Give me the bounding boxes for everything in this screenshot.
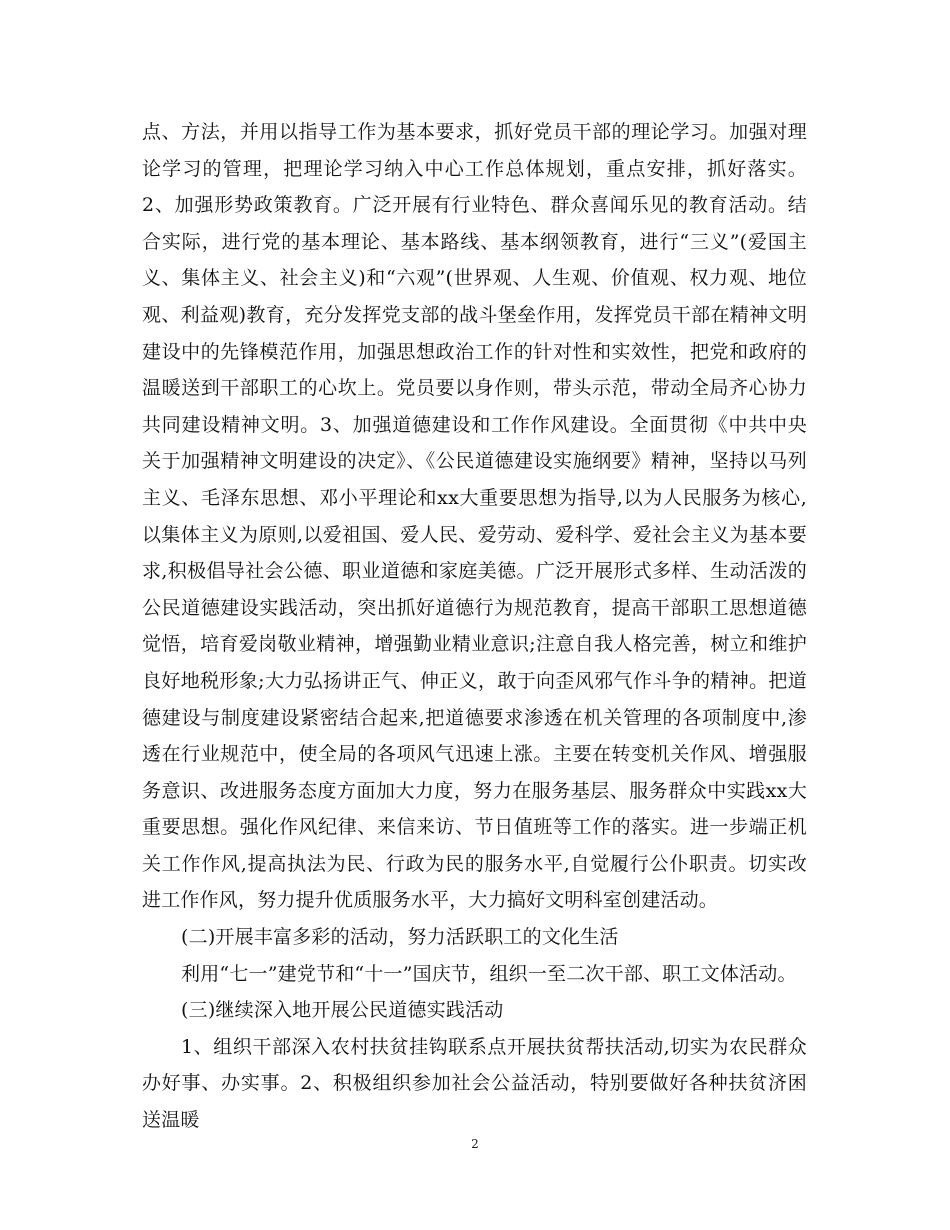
section-heading-moral-practice: (三)继续深入地开展公民道德实践活动: [181, 999, 504, 1022]
body-paragraph-2: 利用“七一”建党节和“十一”国庆节，组织一至二次干部、职工文体活动。: [181, 962, 797, 985]
page-number: 2: [471, 1137, 479, 1151]
document-body: [142, 114, 807, 1139]
body-paragraph-3: 1、组织干部深入农村扶贫挂钩联系点开展扶贫帮扶活动,切实为农民群众办好事、办实事。2、积极组织参加社会公益活动，特别要做好各种扶贫济困送温暖: [142, 1035, 807, 1132]
body-paragraph-1: 点、方法，并用以指导工作为基本要求，抓好党员干部的理论学习。加强对理论学习的管理，把理论学习纳入中心工作总体规划，重点安排，抓好落实。2、加强形势政策教育。广泛开展有行业特色、群众喜闻乐见的教育活动。结合实际，进行党的基本理论、基本路线、基本纲领教育，进行“三义”(爱国主义、集体主义、社会主义)和“六观”(世界观、人生观、价值观、权力观、地位观、利益观)教育，充分发挥党支部的战斗堡垒作用，发挥党员干部在精神文明建设中的先锋模范作用，加强思想政治工作的针对性和实效性，把党和政府的温暖送到干部职工的心坎上。党员要以身作则，带头示范，带动全局齐心协力共同建设精神文明。3、加强道德建设和工作作风建设。全面贯彻《中共中央关于加强精神文明建设的决定》、《公民道德建设实施纲要》精神，坚持以马列主义、毛泽东思想、邓小平理论和xx大重要思想为指导,以为人民服务为核心,以集体主义为原则,以爱祖国、爱人民、爱劳动、爱科学、爱社会主义为基本要求,积极倡导社会公德、职业道德和家庭美德。广泛开展形式多样、生动活泼的公民道德建设实践活动，突出抓好道德行为规范教育，提高干部职工思想道德觉悟，培育爱岗敬业精神，增强勤业精业意识;注意自我人格完善，树立和维护良好地税形象;大力弘扬讲正气、伸正义，敢于向歪风邪气作斗争的精神。把道德建设与制度建设紧密结合起来,把道德要求渗透在机关管理的各项制度中,渗透在行业规范中，使全局的各项风气迅速上涨。主要在转变机关作风、增强服务意识、改进服务态度方面加大力度，努力在服务基层、服务群众中实践xx大重要思想。强化作风纪律、来信来访、节日值班等工作的落实。进一步端正机关工作作风,提高执法为民、行政为民的服务水平,自觉履行公仆职责。切实改进工作作风，努力提升优质服务水平，大力搞好文明科室创建活动。: [142, 121, 807, 912]
section-heading-activities: (二)开展丰富多彩的活动，努力活跃职工的文化生活: [181, 926, 619, 949]
